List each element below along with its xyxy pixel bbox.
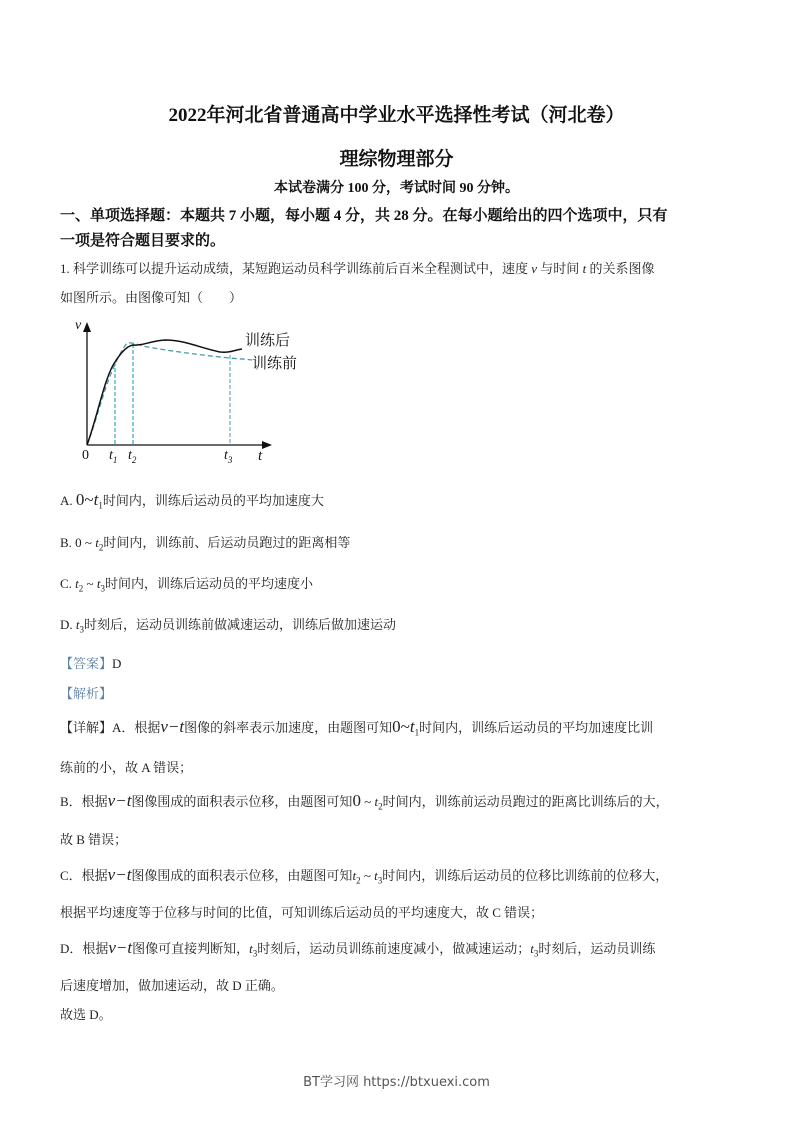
detail-c-line1 <box>60 865 668 886</box>
analysis-label: 【解析】 <box>60 686 113 701</box>
section-heading-line2: 一项是符合题目要求的。 <box>60 233 226 249</box>
math-t: t <box>530 941 534 956</box>
math-tilde: ~ <box>86 576 94 591</box>
detail-text: 时刻后，运动员训练前速度减小，做减速运动； <box>257 941 531 956</box>
tick-t2 <box>128 448 136 465</box>
math-t: t <box>352 868 357 883</box>
math-sub: 2 <box>356 875 361 886</box>
option-b-label: B. <box>60 535 72 550</box>
math-zero: 0 <box>75 535 82 550</box>
math-t: t <box>75 576 79 591</box>
detail-d-line2: 后速度增加，做加速运动，故 D 正确。 <box>60 978 284 993</box>
option-c-text: 时间内，训练后运动员的平均速度小 <box>104 576 313 591</box>
option-d-text: 时刻后，运动员训练前做减速运动，训练后做加速运动 <box>84 617 397 632</box>
detail-b-line1 <box>60 791 669 812</box>
detail-text: 图像围成的面积表示位移，由题图可知 <box>131 794 353 809</box>
question-stem-line1 <box>60 258 654 277</box>
math-sub: 2 <box>78 583 84 594</box>
x-axis-label: t <box>258 448 263 464</box>
detail-text: 图像围成的面积表示位移，由题图可知 <box>131 868 353 883</box>
math-vt: v−t <box>108 938 133 957</box>
detail-a-line2: 练前的小，故 A 错误； <box>60 760 193 775</box>
math-zero: 0 <box>392 717 401 736</box>
option-c[interactable] <box>60 573 313 594</box>
detail-text: 时间内，训练前运动员跑过的距离比训练后的大， <box>382 794 669 809</box>
math-tilde: ~ <box>363 868 371 883</box>
detail-text: 时刻后，运动员训练 <box>538 941 656 956</box>
math-vt: v−t <box>107 791 132 810</box>
math-t: t <box>96 576 101 591</box>
stem-text: 与时间 <box>540 261 580 276</box>
detail-text: 时间内，训练后运动员的平均加速度比训 <box>419 720 654 735</box>
math-vt: v−t <box>160 717 185 736</box>
math-t: t <box>249 941 253 956</box>
stem-text: 的关系图像 <box>589 261 655 276</box>
tick-t1-var: t <box>109 448 113 463</box>
detail-text: B．根据 <box>60 794 108 809</box>
option-b-text: 时间内，训练前、后运动员跑过的距离相等 <box>103 535 351 550</box>
answer-value: D <box>112 656 122 671</box>
legend-after-training: 训练后 <box>245 331 291 349</box>
question-number: 1. <box>60 261 70 276</box>
option-c-label: C. <box>60 576 72 591</box>
detail-label: 【详解】 <box>60 720 113 735</box>
math-sub: 2 <box>98 542 104 553</box>
math-tilde: ~ <box>84 535 92 550</box>
tick-t2-var: t <box>128 448 132 463</box>
exam-title: 2022年河北省普通高中学业水平选择性考试（河北卷） <box>168 105 625 126</box>
var-t: t <box>582 261 587 276</box>
option-a-label: A. <box>60 493 73 508</box>
exam-info: 本试卷满分 100 分，考试时间 90 分钟。 <box>274 181 519 196</box>
math-sub: 3 <box>252 948 258 959</box>
detail-text: A．根据 <box>112 720 161 735</box>
origin-label: 0 <box>82 448 89 463</box>
section-heading-line1: 一、单项选择题：本题共 7 小题，每小题 4 分，共 28 分。在每小题给出的四个选项中，只有 <box>60 208 668 224</box>
y-axis-label: v <box>75 318 82 333</box>
legend-before-training: 训练前 <box>252 354 298 372</box>
var-v: v <box>531 261 538 276</box>
math-t: t <box>409 717 415 736</box>
math-tilde: ~ <box>364 794 372 809</box>
footer-watermark: BT学习网 https://btxuexi.com <box>303 1075 490 1090</box>
option-a-text: 时间内，训练后运动员的平均加速度大 <box>102 493 324 508</box>
math-t: t <box>93 490 99 509</box>
tick-t3-sub: 3 <box>227 454 233 465</box>
detail-text: 图像的斜率表示加速度，由题图可知 <box>184 720 393 735</box>
stem-text: 科学训练可以提升运动成绩，某短跑运动员科学训练前后百米全程测试中，速度 <box>73 261 529 276</box>
math-t: t <box>374 794 379 809</box>
answer-line <box>60 653 121 672</box>
option-a[interactable] <box>60 490 324 511</box>
tick-t2-sub: 2 <box>131 454 137 465</box>
tick-t3 <box>224 448 232 465</box>
option-d-label: D. <box>60 617 73 632</box>
math-sub: 1 <box>414 727 420 738</box>
math-t: t <box>95 535 99 550</box>
question-stem-line2: 如图所示。由图像可知（ ） <box>60 290 243 305</box>
math-sub: 3 <box>100 583 105 594</box>
y-axis-arrow-icon <box>83 322 91 332</box>
tick-t1 <box>109 448 117 465</box>
detail-text: D．根据 <box>60 941 109 956</box>
answer-label: 【答案】 <box>60 656 113 671</box>
math-sub: 3 <box>533 948 539 959</box>
detail-text: C．根据 <box>60 868 108 883</box>
math-tilde: ~ <box>400 717 410 736</box>
detail-d-line1 <box>60 938 655 959</box>
math-sub: 3 <box>79 624 85 635</box>
math-sub: 2 <box>378 801 383 812</box>
math-zero: 0 <box>75 490 85 509</box>
detail-c-line2: 根据平均速度等于位移与时间的比值，可知训练后运动员的平均速度大，故 C 错误； <box>60 905 544 920</box>
math-tilde: ~ <box>84 490 94 509</box>
math-vt: v−t <box>107 865 132 884</box>
math-zero: 0 <box>352 791 361 810</box>
math-t: t <box>75 617 80 632</box>
math-sub: 3 <box>377 875 383 886</box>
option-b[interactable] <box>60 532 350 553</box>
vt-graph <box>70 318 310 473</box>
detail-text: 图像可直接判断知， <box>132 941 250 956</box>
series-before-training <box>87 343 252 445</box>
detail-b-line2: 故 B 错误； <box>60 832 128 847</box>
tick-t3-var: t <box>224 448 228 463</box>
math-t: t <box>374 868 378 883</box>
tick-t1-sub: 1 <box>112 454 118 465</box>
exam-subtitle: 理综物理部分 <box>339 149 454 170</box>
option-d[interactable] <box>60 614 396 635</box>
detail-text: 时间内，训练后运动员的位移比训练前的位移大， <box>382 868 669 883</box>
detail-a-line1 <box>60 717 653 738</box>
series-after-training <box>87 340 242 445</box>
x-axis-arrow-icon <box>262 441 272 449</box>
math-sub: 1 <box>98 500 103 511</box>
detail-conclusion: 故选 D。 <box>60 1007 112 1022</box>
